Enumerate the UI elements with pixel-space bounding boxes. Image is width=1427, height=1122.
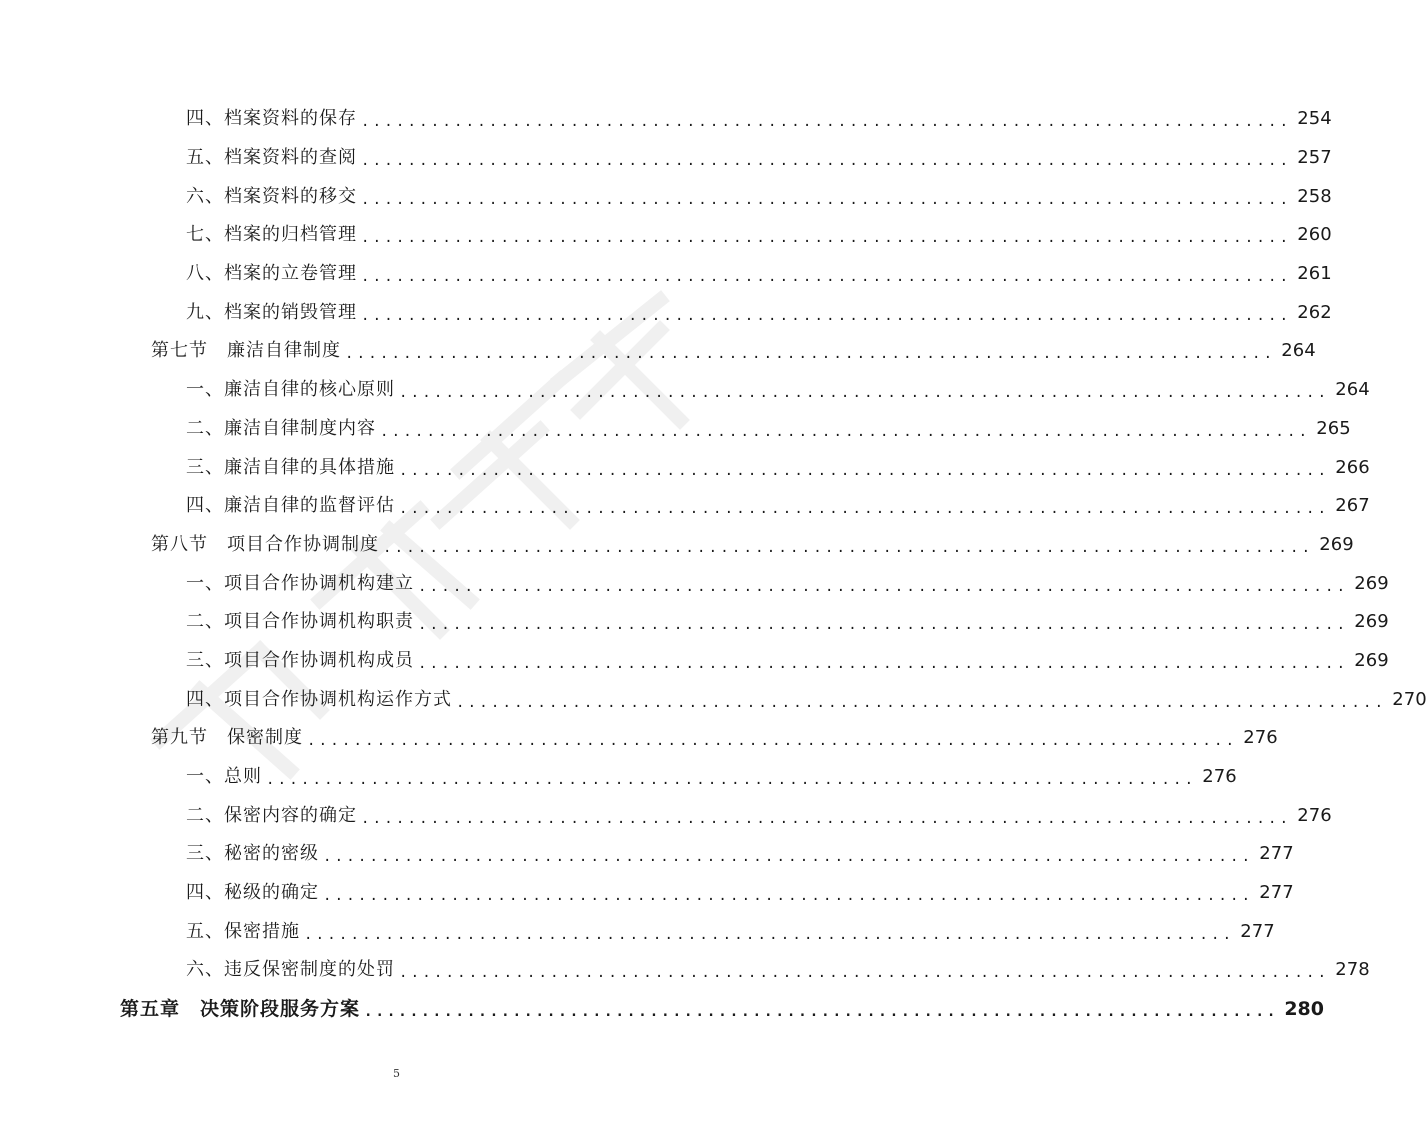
toc-entry[interactable] [0,293,1332,332]
toc-entry[interactable] [0,758,1237,797]
toc-entry[interactable] [0,603,1389,642]
toc-entry-title: 一、廉洁自律的核心原则 [186,379,395,401]
toc-entry[interactable] [0,912,1275,951]
toc-entry-page-number: 269 [1319,533,1354,555]
toc-entry-page-number: 261 [1297,263,1332,285]
toc-entry-title: 八、档案的立卷管理 [186,263,357,285]
toc-entry-page-number: 254 [1297,108,1332,130]
toc-entry[interactable] [0,719,1278,758]
toc-entry[interactable] [0,642,1389,681]
toc-entry-title: 五、保密措施 [186,920,300,942]
toc-dot-leader: ................................................................................ [304,926,1235,943]
toc-entry[interactable] [0,448,1370,487]
toc-entry-title: 一、总则 [186,766,262,788]
toc-entry[interactable] [0,177,1332,216]
toc-dot-leader: ................................................................................ [364,1004,1279,1021]
toc-entry[interactable] [0,371,1370,410]
toc-dot-leader: ................................................................................ [399,385,1330,402]
toc-entry[interactable] [0,680,1427,719]
toc-entry[interactable] [0,526,1354,565]
toc-entry[interactable] [0,100,1332,139]
toc-entry-title: 六、档案资料的移交 [186,185,357,207]
toc-entry[interactable] [0,835,1294,874]
toc-entry[interactable] [0,139,1332,178]
toc-entry-page-number: 266 [1335,456,1370,478]
toc-entry-title: 四、秘级的确定 [186,882,319,904]
toc-dot-leader: ................................................................................ [383,539,1314,556]
toc-entry-page-number: 269 [1354,572,1389,594]
toc-entry[interactable] [0,564,1389,603]
toc-entry-page-number: 278 [1335,959,1370,981]
toc-dot-leader: ................................................................................ [361,114,1292,131]
toc-dot-leader: ................................................................................ [418,655,1349,672]
toc-dot-leader: ................................................................................ [361,810,1292,827]
toc-entry-title: 第五章 决策阶段服务方案 [120,997,361,1020]
toc-entry[interactable] [0,951,1370,990]
toc-dot-leader: ................................................................................ [418,578,1349,595]
toc-entry[interactable] [0,332,1316,371]
toc-entry-title: 第八节 项目合作协调制度 [151,533,379,555]
toc-entry-page-number: 276 [1243,727,1278,749]
toc-dot-leader: ................................................................................ [399,462,1330,479]
toc-entry-page-number: 257 [1297,147,1332,169]
toc-entry[interactable] [0,410,1351,449]
toc-dot-leader: ................................................................................ [266,772,1197,789]
toc-entry-page-number: 264 [1281,340,1316,362]
toc-entry-title: 九、档案的销毁管理 [186,301,357,323]
toc-entry-title: 第九节 保密制度 [151,727,303,749]
toc-entry-page-number: 267 [1335,495,1370,517]
toc-dot-leader: ................................................................................ [361,191,1292,208]
toc-dot-leader: ................................................................................ [361,307,1292,324]
toc-entry-title: 三、项目合作协调机构成员 [186,649,414,671]
toc-entry-page-number: 277 [1259,843,1294,865]
toc-entry-page-number: 264 [1335,379,1370,401]
toc-dot-leader: ................................................................................ [323,888,1254,905]
toc-dot-leader: ................................................................................ [399,501,1330,518]
toc-entry-title: 三、秘密的密级 [186,843,319,865]
toc-dot-leader: ................................................................................ [345,346,1276,363]
toc-entry[interactable] [0,255,1332,294]
toc-entry[interactable] [0,874,1294,913]
toc-entry-title: 七、档案的归档管理 [186,224,357,246]
toc-entry-title: 四、廉洁自律的监督评估 [186,495,395,517]
toc-dot-leader: ................................................................................ [323,849,1254,866]
page-number: 5 [393,1067,400,1080]
toc-entry-title: 二、保密内容的确定 [186,804,357,826]
toc-entry[interactable] [0,990,1324,1029]
toc-entry-title: 五、档案资料的查阅 [186,147,357,169]
toc-dot-leader: ................................................................................ [380,423,1311,440]
toc-entry-title: 三、廉洁自律的具体措施 [186,456,395,478]
toc-entry-title: 二、项目合作协调机构职责 [186,611,414,633]
toc-dot-leader: ................................................................................ [418,617,1349,634]
toc-entry-page-number: 262 [1297,301,1332,323]
toc-entry[interactable] [0,487,1370,526]
toc-dot-leader: ................................................................................ [361,269,1292,286]
toc-entry[interactable] [0,216,1332,255]
toc-entry-page-number: 276 [1297,804,1332,826]
toc-entry-page-number: 280 [1284,997,1324,1020]
toc-entry-title: 四、项目合作协调机构运作方式 [186,688,452,710]
toc-dot-leader: ................................................................................ [307,733,1238,750]
toc-entry-title: 六、违反保密制度的处罚 [186,959,395,981]
toc-entry-page-number: 277 [1240,920,1275,942]
toc-entry-title: 第七节 廉洁自律制度 [151,340,341,362]
toc-entry-page-number: 265 [1316,417,1351,439]
toc-entry-page-number: 258 [1297,185,1332,207]
toc-dot-leader: ................................................................................ [456,694,1387,711]
toc-entry-title: 四、档案资料的保存 [186,108,357,130]
toc-entry-page-number: 260 [1297,224,1332,246]
toc-entry-page-number: 269 [1354,611,1389,633]
toc-entry-page-number: 269 [1354,649,1389,671]
toc-entry[interactable] [0,796,1332,835]
toc-dot-leader: ................................................................................ [361,153,1292,170]
toc-entry-page-number: 277 [1259,882,1294,904]
toc-dot-leader: ................................................................................ [399,965,1330,982]
toc-dot-leader: ................................................................................ [361,230,1292,247]
toc-entry-title: 一、项目合作协调机构建立 [186,572,414,594]
toc-entry-page-number: 276 [1202,766,1237,788]
table-of-contents [0,100,1427,1029]
toc-entry-title: 二、廉洁自律制度内容 [186,417,376,439]
toc-entry-page-number: 270 [1392,688,1427,710]
